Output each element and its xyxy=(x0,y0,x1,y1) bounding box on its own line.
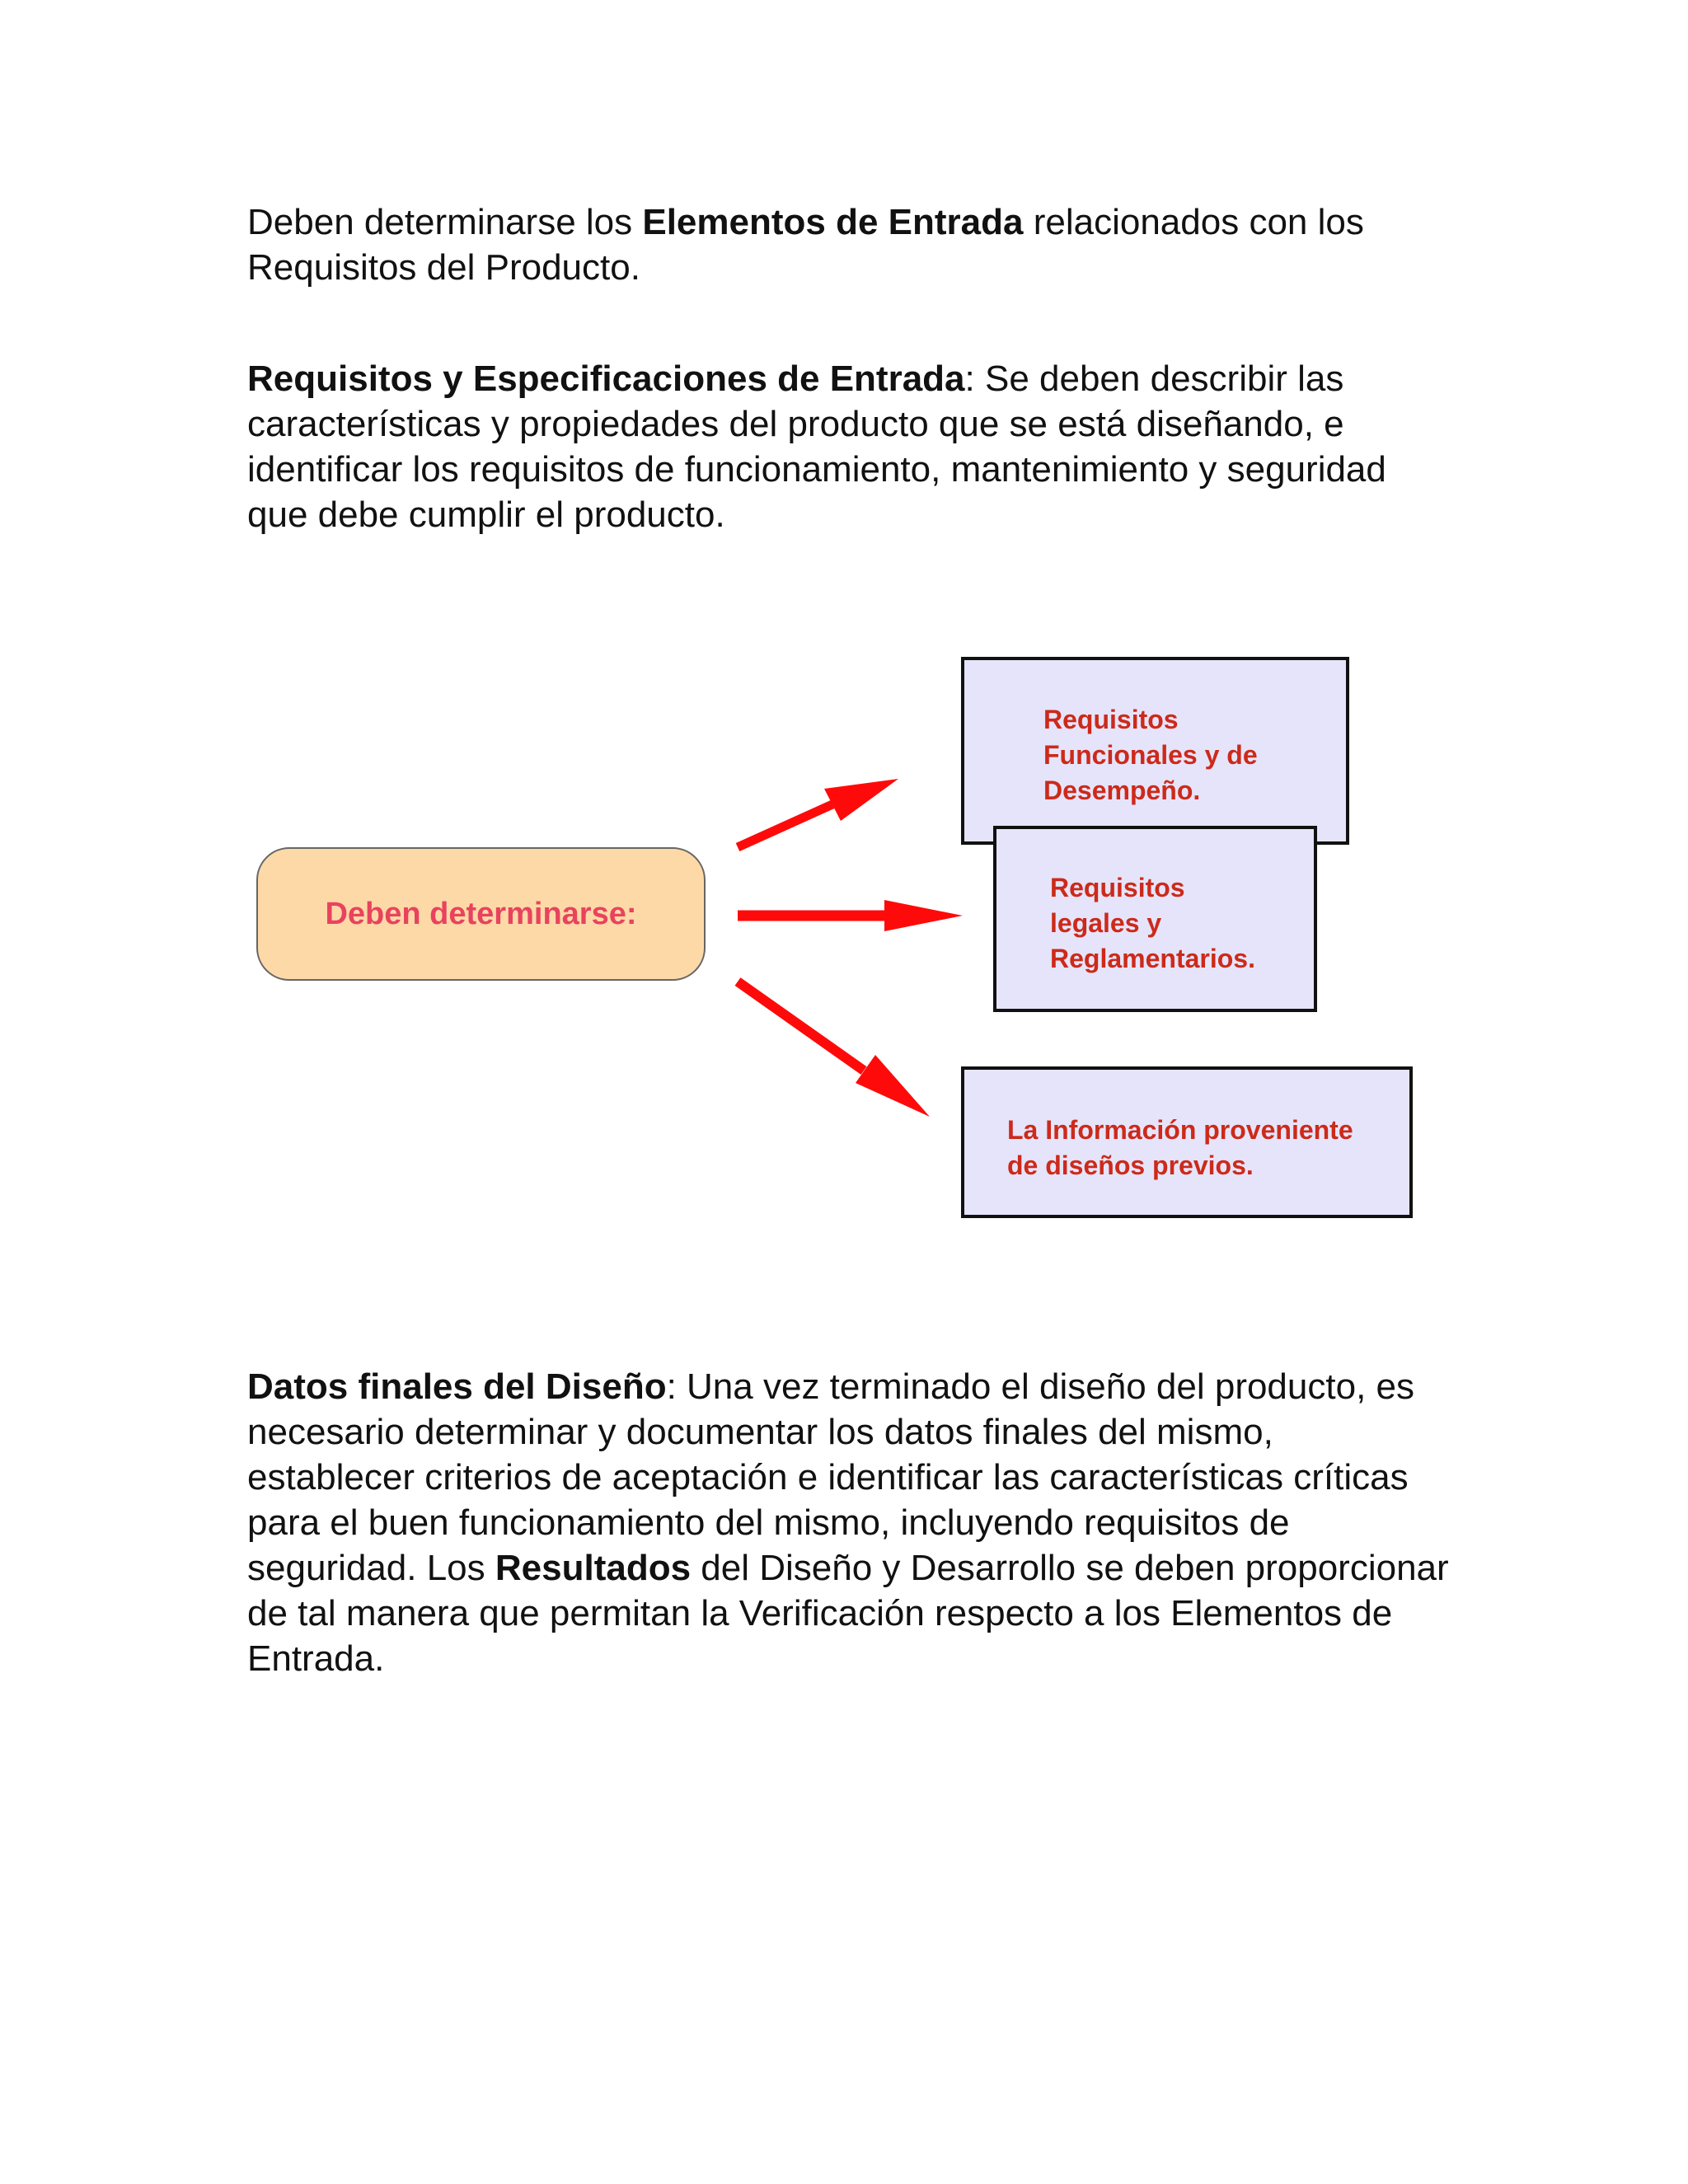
box-funcionales-label: Requisitos Funcionales y de Desempeño. xyxy=(1043,705,1258,805)
arrow-head-previos xyxy=(856,1055,930,1117)
box-previos xyxy=(961,1066,1413,1218)
arrow-head-legales xyxy=(884,900,963,931)
box-legales xyxy=(993,826,1317,1012)
intro-text-start: Deben determinarse los xyxy=(247,202,643,242)
results-term: Resultados xyxy=(495,1548,692,1588)
input-requirements-text: : Se deben describir las características y propiedades del producto que se está diseñando, e identificar los requisitos de funcionamiento, mantenimiento y seguridad que debe cumplir el producto. xyxy=(247,359,1386,535)
intro-paragraph xyxy=(247,199,1451,290)
input-requirements-term: Requisitos y Especificaciones de Entrada xyxy=(247,359,965,399)
input-requirements-paragraph xyxy=(247,356,1451,537)
intro-text-end: relacionados con los Requisitos del Producto. xyxy=(247,202,1364,288)
intro-bold-term: Elementos de Entrada xyxy=(642,202,1024,242)
arrow-shaft-funcionales xyxy=(738,804,832,847)
box-legales-label: Requisitos legales y Reglamentarios. xyxy=(1050,873,1255,973)
final-data-term: Datos finales del Diseño xyxy=(247,1366,667,1407)
final-data-paragraph xyxy=(247,1364,1451,1681)
arrow-shaft-previos xyxy=(738,982,864,1071)
source-box xyxy=(256,847,706,981)
final-data-text: : Una vez terminado el diseño del producto, es necesario determinar y documentar los datos finales del mismo, establecer criterios de aceptación e identificar las características críticas para el buen funcionamiento del mismo, incluyendo requisitos de seguridad. Los xyxy=(247,1366,1414,1588)
arrow-to-previos xyxy=(738,982,930,1117)
arrow-to-legales xyxy=(738,900,963,931)
source-label: Deben determinarse: xyxy=(325,896,637,931)
arrow-head-funcionales xyxy=(824,779,898,821)
arrow-to-funcionales xyxy=(738,779,898,847)
final-data-text-end: del Diseño y Desarrollo se deben proporcionar de tal manera que permitan la Verificación respecto a los Elementos de Entrada. xyxy=(247,1548,1449,1679)
box-previos-label: La Información proveniente de diseños previos. xyxy=(1007,1115,1353,1180)
box-funcionales xyxy=(961,657,1349,845)
